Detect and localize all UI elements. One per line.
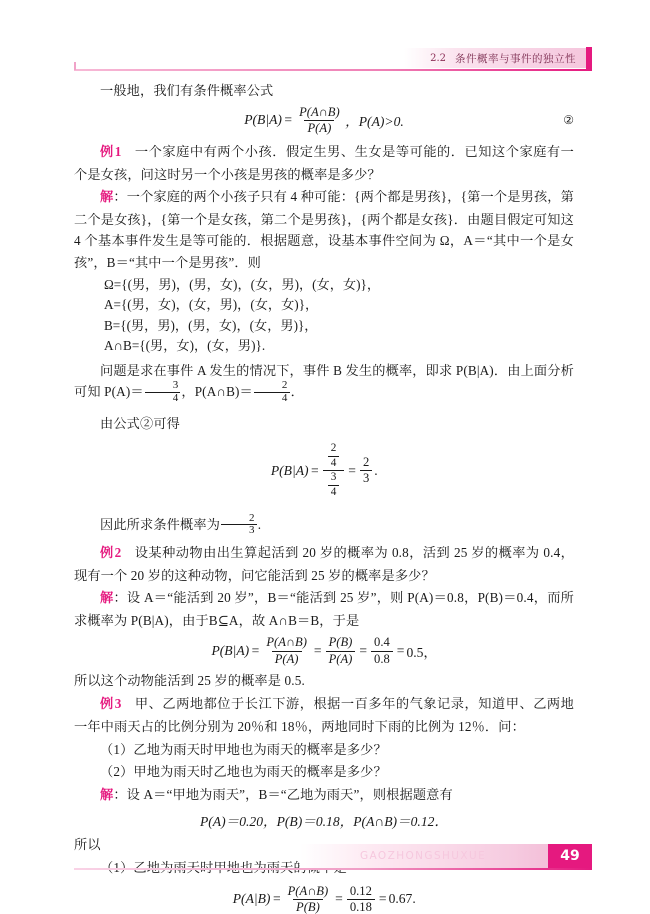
example1-eq-lhs: P(B|A) — [270, 462, 309, 478]
example3-f2-denominator: 0.18 — [347, 899, 375, 914]
example3-given-values-row — [74, 810, 574, 830]
example3-f1-denominator: P(B) — [293, 899, 323, 914]
example1-pab-numerator: 2 — [281, 379, 288, 392]
example1-inner-fraction-bottom — [328, 472, 340, 499]
example2-eq-equals-4: = — [396, 643, 405, 659]
header-section-band — [404, 48, 586, 68]
header-rule-tick — [74, 62, 76, 70]
example2-eq-equals-2: = — [313, 643, 322, 659]
example1-solution-text: ：一个家庭的两个小孩子只有 4 种可能：{两个都是男孩}，{第一个是男孩，第二个是女孩}，{第一个是女孩，第二个是男孩}，{两个都是女孩}．由题目假定可知这 4 个基本事件发生是等可能的．根据题意，设基本事件空间为 Ω，A＝“其中一个是女孩”，B＝“其中一个是男孩”．则 — [74, 189, 574, 270]
example3-question-1: （1）乙地为雨天时甲地也为雨天的概率是多少？ — [100, 741, 387, 757]
header-section-number: 2.2 — [430, 52, 446, 64]
example1-inner-top-num: 2 — [330, 441, 337, 454]
example1-pab-fraction — [254, 380, 290, 404]
example1-analysis-mid: ，P(A∩B)＝ — [181, 384, 253, 400]
intro-paragraph: 一般地，我们有条件概率公式 — [100, 83, 274, 98]
example1-set-a-cap-b: A∩B={(男，女)，(女，男)}. — [104, 338, 266, 354]
example1-conclusion-text: 因此所求条件概率为 — [100, 516, 221, 532]
example2-fraction-3 — [371, 636, 393, 665]
example2-eq-equals-3: = — [359, 643, 368, 659]
example1-set-omega: Ω={(男，男)，(男，女)，(女，男)，(女，女)}， — [104, 276, 381, 292]
example1-pa-numerator: 3 — [172, 379, 179, 392]
example2-solution-paragraph — [74, 587, 574, 631]
example2-f3-denominator: 0.8 — [371, 651, 393, 666]
example2-eq-lhs: P(B|A) — [211, 643, 250, 659]
example1-nested-numerator — [323, 443, 345, 471]
example3-question-2: （2）甲地为雨天时乙地也为雨天的概率是多少？ — [100, 764, 387, 780]
example1-pa-fraction — [145, 380, 181, 404]
example1-nested-fraction — [323, 443, 345, 499]
example2-fraction-1 — [263, 636, 310, 665]
example1-number: 1 — [114, 144, 122, 160]
header-section-title: 条件概率与事件的独立性 — [455, 52, 576, 65]
example3-eq-lhs: P(A|B) — [232, 891, 271, 907]
example1-inner-bottom-num: 3 — [330, 471, 337, 484]
example2-statement: 设某种动物由出生算起活到 20 岁的概率为 0.8，活到 25 岁的概率为 0.4，现有一个 20 岁的这种动物，问它能活到 25 岁的概率是多少？ — [74, 544, 574, 583]
example1-analysis-end: ． — [290, 384, 304, 400]
example1-conclusion-period: . — [257, 516, 262, 532]
example1-set-a: A={(男，女)，(女，男)，(女，女)}， — [104, 297, 319, 313]
example2-conclusion: 所以这个动物能活到 25 岁的概率是 0.5. — [74, 672, 305, 688]
example2-solution-text: ：设 A＝“能活到 20 岁”，B＝“能活到 25 岁”，则 P(A)＝0.8，P(B)＝0.4，而所求概率为 P(B|A)，由于B⊆A，故 A∩B＝B，于是 — [74, 590, 574, 628]
example1-main-equation — [74, 443, 574, 499]
page-number-box — [548, 844, 592, 868]
example1-statement-paragraph — [74, 141, 574, 185]
example2-fraction-2 — [326, 636, 356, 665]
page-footer — [0, 844, 650, 870]
example1-inner-fraction-top — [328, 443, 340, 470]
example1-label: 例 — [100, 145, 114, 161]
example1-analysis-text: 问题是求在事件 A 发生的情况下，事件 B 发生的概率，即求 P(B|A)．由上面分析可知 P(A)＝ — [74, 362, 574, 400]
formula-2-fraction — [296, 106, 343, 135]
example2-f1-numerator: P(A∩B) — [266, 635, 307, 650]
example3-therefore: 所以 — [74, 837, 101, 853]
example2-statement-paragraph — [74, 542, 574, 586]
example1-statement: 一个家庭中有两个小孩．假定生男、生女是等可能的．已知这个家庭有一个是女孩，问这时另一个小孩是男孩的概率是多少？ — [74, 144, 575, 182]
example1-result-fraction — [360, 456, 372, 485]
example1-conclusion-paragraph — [74, 511, 574, 538]
example1-eq-equals-1: = — [311, 462, 319, 478]
example2-f2-numerator: P(B) — [328, 635, 353, 650]
example1-pab-denominator: 4 — [254, 392, 290, 405]
example1-result-numerator: 2 — [362, 455, 370, 470]
example2-label: 例 — [100, 545, 114, 561]
example1-result-denominator: 3 — [360, 470, 372, 485]
example1-nested-denominator — [323, 470, 345, 499]
example3-eq-result: 0.67. — [388, 891, 416, 907]
page-header — [0, 48, 650, 70]
example1-inner-top-den: 4 — [328, 456, 340, 470]
formula-2-row — [74, 106, 574, 135]
example3-fraction-2 — [347, 885, 375, 914]
example1-inner-bottom-den: 4 — [328, 485, 340, 499]
example1-eq-equals-2: = — [348, 462, 356, 478]
example2-eq-equals-1: = — [251, 643, 260, 659]
example2-f2-denominator: P(A) — [326, 651, 356, 666]
example3-statement: 甲、乙两地都位于长江下游，根据一百多年的气象记录，知道甲、乙两地一年中雨天占的比例分别为 20％和 18％，两地同时下雨的比例为 12％．问： — [74, 696, 575, 734]
example3-solution-label: 解 — [100, 787, 114, 803]
formula-2-condition: ，P(A)>0. — [345, 114, 404, 130]
example3-given-values: P(A)＝0.20，P(B)＝0.18，P(A∩B)＝0.12． — [199, 814, 449, 830]
example1-conclusion-fraction — [221, 513, 257, 537]
example3-fraction-1 — [285, 885, 332, 914]
example1-eq-period: . — [374, 462, 378, 478]
example3-solution-paragraph — [74, 784, 574, 807]
page-content — [74, 80, 574, 914]
example2-solution-label: 解 — [100, 591, 114, 607]
formula-2-tag: ② — [563, 113, 574, 128]
example1-by-formula: 由公式②可得 — [100, 416, 181, 432]
example3-eq-equals-2: = — [335, 891, 343, 907]
example3-f1-numerator: P(A∩B) — [287, 883, 329, 898]
example1-solution-label: 解 — [100, 190, 114, 206]
example3-answer-1-equation — [74, 885, 574, 914]
example2-eq-result: 0.5， — [406, 645, 438, 661]
page-number: 49 — [560, 848, 580, 864]
example1-set-b: B={(男，男)，(男，女)，(女，男)}， — [104, 317, 318, 333]
example1-pa-denominator: 4 — [145, 392, 181, 405]
example2-f1-denominator: P(A) — [272, 651, 302, 666]
example1-analysis-paragraph — [74, 360, 574, 406]
example3-eq-equals-1: = — [272, 891, 281, 907]
example3-number: 3 — [114, 696, 122, 712]
footer-rule — [74, 868, 592, 870]
example1-solution-paragraph — [74, 186, 574, 273]
example3-solution-text: ：设 A＝“甲地为雨天”，B＝“乙地为雨天”，则根据题意有 — [113, 786, 453, 802]
example1-conclusion-denominator: 3 — [221, 524, 257, 537]
header-rule — [74, 69, 592, 71]
formula-2-numerator: P(A∩B) — [299, 104, 340, 119]
example3-label: 例 — [100, 697, 114, 713]
example3-statement-paragraph — [74, 693, 574, 737]
example2-equation — [74, 636, 574, 665]
header-accent-tab — [586, 47, 592, 69]
example3-eq-equals-3: = — [378, 891, 387, 907]
formula-2-denominator: P(A) — [304, 120, 334, 135]
formula-2-lhs: P(B|A) — [244, 112, 282, 128]
example3-f2-numerator: 0.12 — [349, 883, 372, 898]
example2-f3-numerator: 0.4 — [374, 635, 390, 650]
example1-conclusion-numerator: 2 — [249, 511, 255, 524]
example2-number: 2 — [114, 544, 122, 560]
formula-2-equals: = — [284, 112, 293, 128]
footer-brand-text: GAOZHONGSHUXUE — [360, 850, 487, 862]
